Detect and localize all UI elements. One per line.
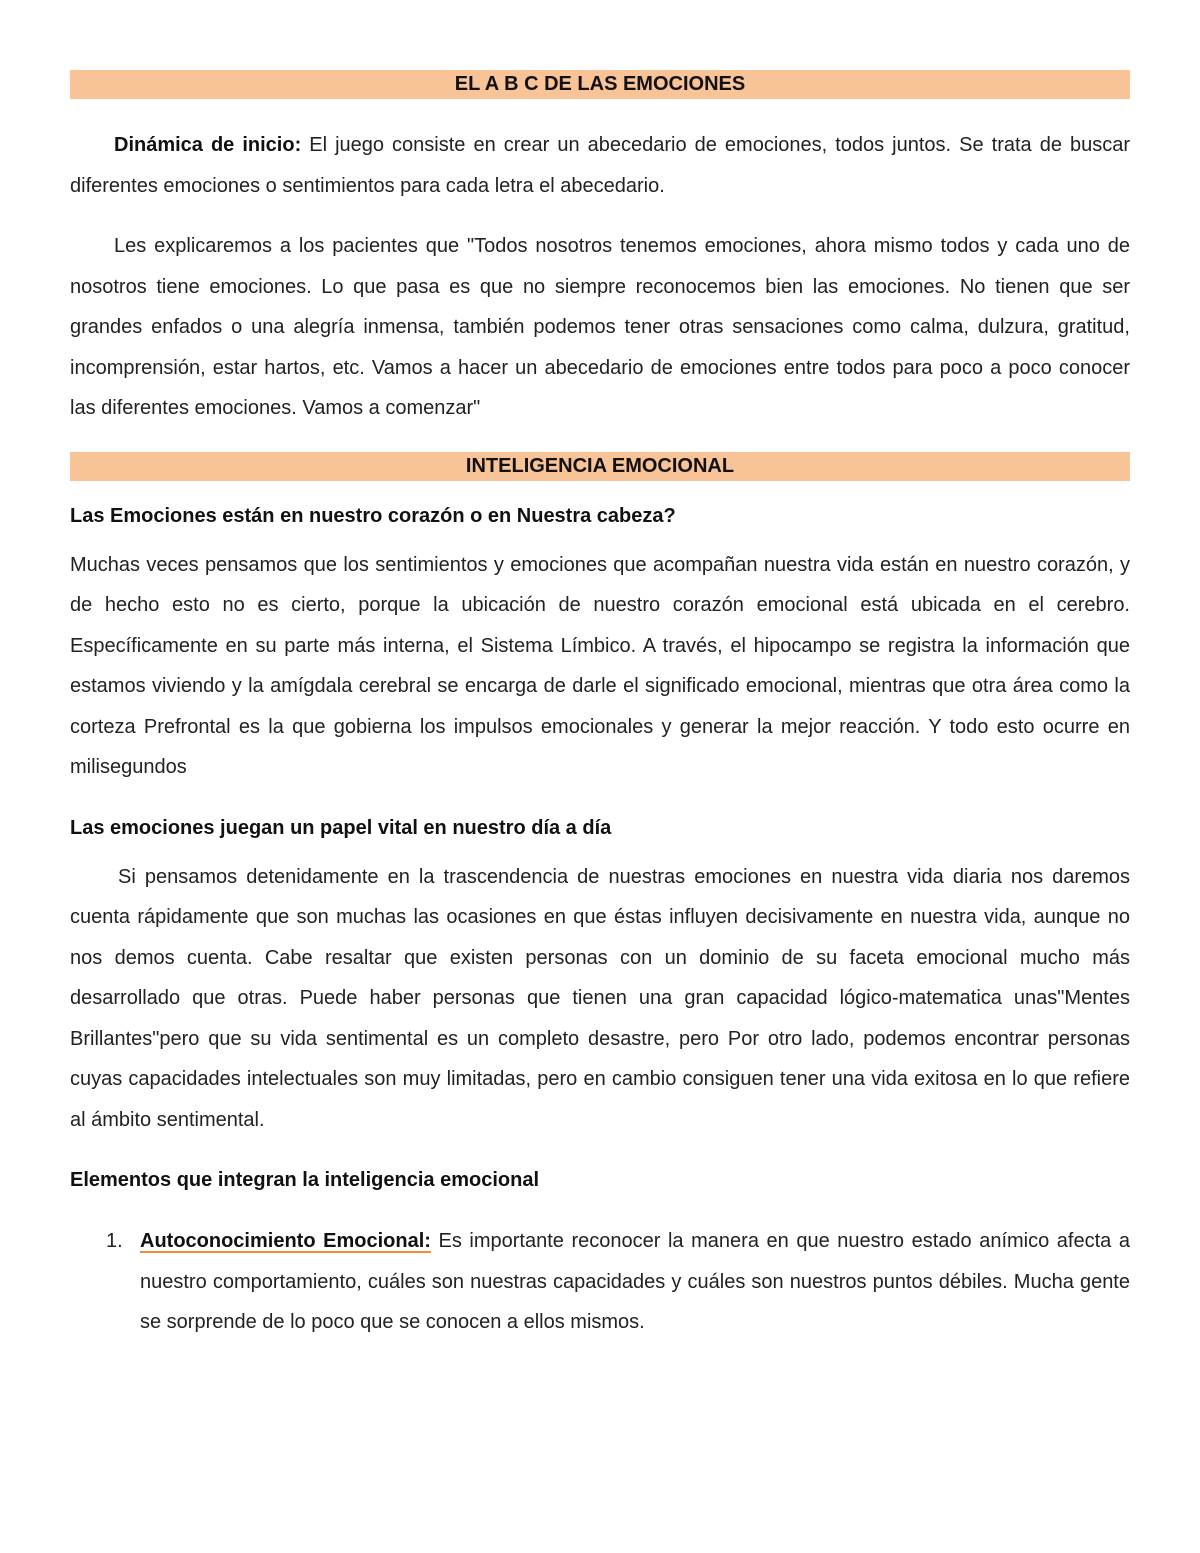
paragraph-explicacion: Les explicaremos a los pacientes que "Todos nosotros tenemos emociones, ahora mismo todos y cada uno de nosotros tiene emociones. Lo que pasa es que no siempre reconocemos bien las emociones. No tienen que ser grandes enfados o una alegría inmensa, también podemos tener otras sensaciones como calma, dulzura, gratitud, incomprensión, estar hartos, etc. Vamos a hacer un abecedario de emociones entre todos para poco a poco conocer las diferentes emociones. Vamos a comenzar" [70,235,1130,419]
list-item-autoconocimiento [140,1221,1130,1343]
list-item-number: 1. [106,1230,123,1252]
paragraph-corazon: Muchas veces pensamos que los sentimientos y emociones que acompañan nuestra vida están en nuestro corazón, y de hecho esto no es cierto, porque la ubicación de nuestro corazón emocional está ubicada en el cerebro. Específicamente en su parte más interna, el Sistema Límbico. A través, el hipocampo se registra la información que estamos viviendo y la amígdala cerebral se encarga de darle el significado emocional, mientras que otra área como la corteza Prefrontal es la que gobierna los impulsos emocionales y generar la mejor reacción. Y todo esto ocurre en milisegundos [70,553,1130,778]
subheading-corazon-cabeza: Las Emociones están en nuestro corazón o en Nuestra cabeza? [70,504,676,527]
elements-list [70,1221,1130,1343]
section-title-inteligencia: INTELIGENCIA EMOCIONAL [70,452,1130,481]
section-title-abc: EL A B C DE LAS EMOCIONES [70,70,1130,99]
autoconocimiento-text: Es importante reconocer la manera en que nuestro estado anímico afecta a nuestro comportamiento, cuáles son nuestras capacidades y cuáles son nuestros puntos débiles. Mucha gente se sorprende de lo poco que se conocen a ellos mismos. [140,1230,1130,1333]
dinamica-text: El juego consiste en crear un abecedario de emociones, todos juntos. Se trata de buscar diferentes emociones o sentimientos para cada letra el abecedario. [70,134,1131,197]
dinamica-label: Dinámica de inicio: [114,134,302,156]
subheading-elementos: Elementos que integran la inteligencia emocional [70,1169,540,1191]
document-content [70,70,1130,1343]
paragraph-dinamica [70,125,1130,206]
subheading-papel-vital: Las emociones juegan un papel vital en nuestro día a día [70,816,612,839]
autoconocimiento-label: Autoconocimiento Emocional: [140,1230,431,1252]
paragraph-trascendencia: Si pensamos detenidamente en la trascendencia de nuestras emociones en nuestra vida diaria nos daremos cuenta rápidamente que son muchas las ocasiones en que éstas influyen decisivamente en nuestra vida, aunque no nos demos cuenta. Cabe resaltar que existen personas con un dominio de su faceta emocional mucho más desarrollado que otras. Puede haber personas que tienen una gran capacidad lógico-matematica unas"Mentes Brillantes"pero que su vida sentimental es un completo desastre, pero Por otro lado, podemos encontrar personas cuyas capacidades intelectuales son muy limitadas, pero en cambio consiguen tener una vida exitosa en lo que refiere al ámbito sentimental. [70,865,1130,1131]
